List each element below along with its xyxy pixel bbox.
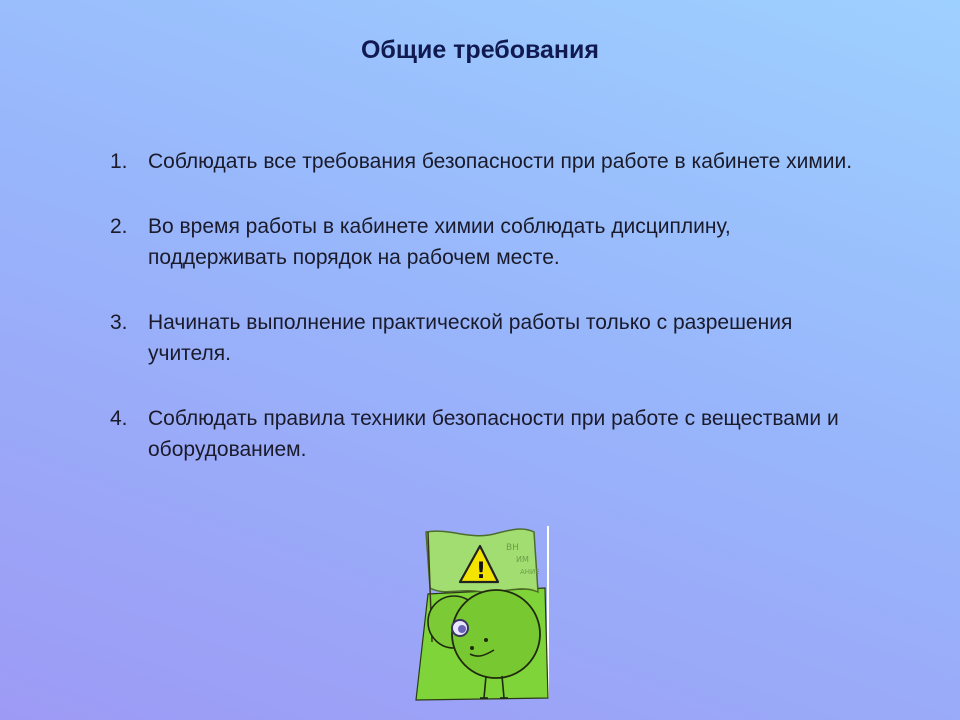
svg-text:!: !: [476, 559, 487, 584]
svg-text:АНИЕ: АНИЕ: [520, 568, 540, 576]
item-number: 4.: [110, 407, 128, 430]
item-text: Соблюдать все требования безопасности при работе в кабинете химии.: [148, 150, 853, 173]
list-item: [110, 211, 870, 273]
item-text: Начинать выполнение практической работы только с разрешения учителя.: [148, 311, 793, 365]
item-number: 1.: [110, 150, 128, 173]
slide-title: Общие требования: [360, 36, 599, 64]
svg-text:ВН: ВН: [506, 543, 519, 553]
warning-mascot-icon: [410, 522, 555, 712]
item-text: Во время работы в кабинете химии соблюдать дисциплину, поддерживать порядок на рабочем месте.: [148, 215, 731, 269]
list-item: [110, 146, 870, 177]
requirements-list: [110, 146, 870, 499]
svg-text:ИМ: ИМ: [516, 555, 529, 564]
item-number: 3.: [110, 311, 128, 334]
item-number: 2.: [110, 215, 128, 238]
list-item: [110, 403, 870, 465]
list-item: [110, 307, 870, 369]
item-text: Соблюдать правила техники безопасности при работе с веществами и оборудованием.: [148, 407, 839, 461]
